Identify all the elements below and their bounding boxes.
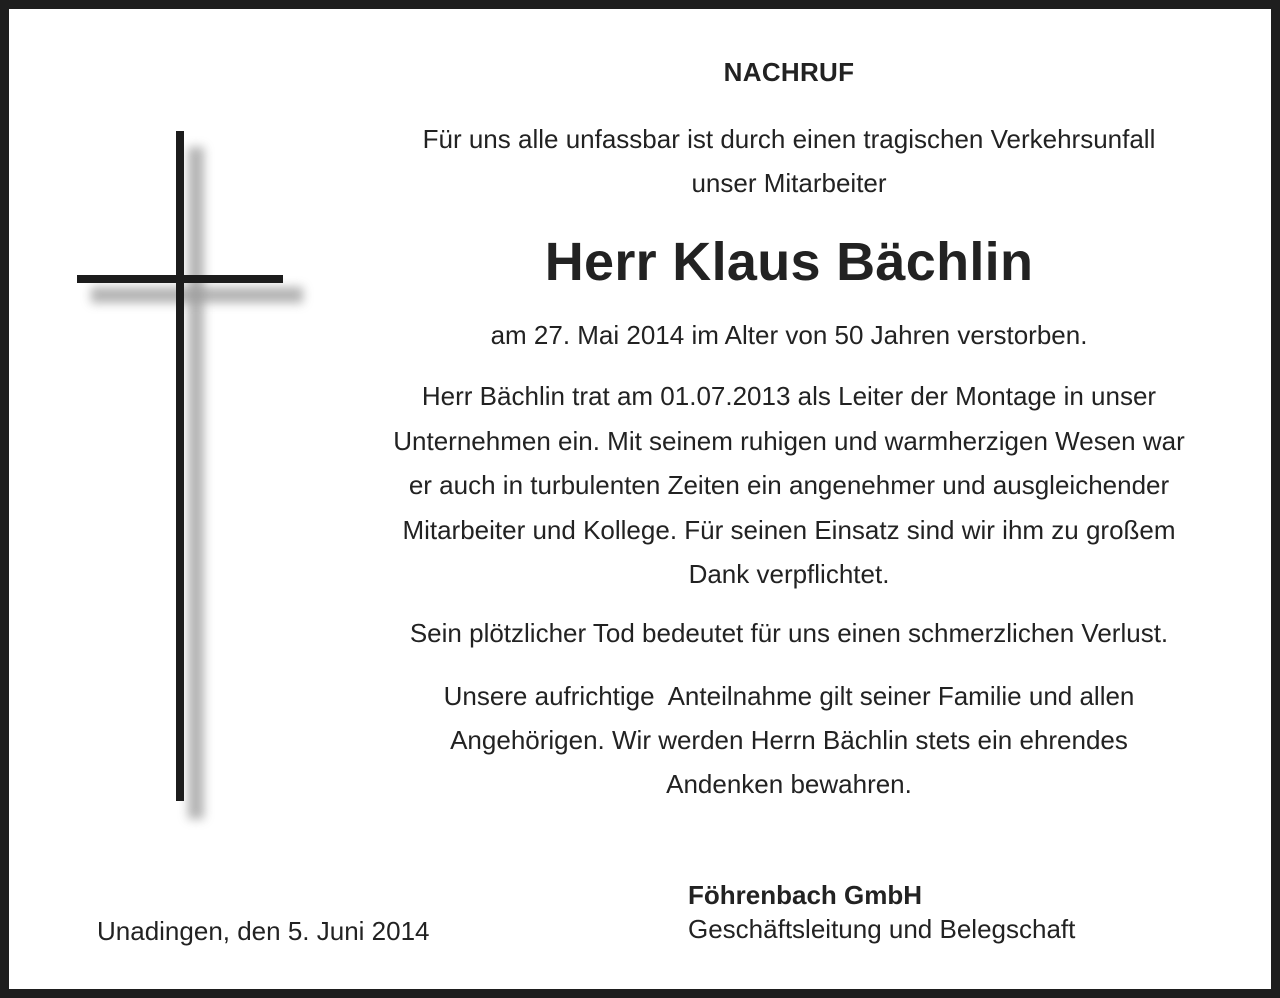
death-line: am 27. Mai 2014 im Alter von 50 Jahren verstorben.: [490, 320, 1088, 350]
paragraph-loss: Sein plötzlicher Tod bedeutet für uns einen schmerzlichen Verlust.: [409, 618, 1169, 648]
cross-shadow-horizontal: [91, 287, 303, 303]
place-date: Unadingen, den 5. Juni 2014: [97, 916, 430, 946]
company-signatories: Geschäftsleitung und Belegschaft: [688, 914, 1076, 944]
cross-vertical-bar: [176, 131, 184, 801]
paragraph-condolence: [339, 674, 1239, 806]
paragraph-tribute: [339, 374, 1239, 597]
intro-line: unser Mitarbeiter: [691, 168, 887, 198]
company-name: Föhrenbach GmbH: [688, 880, 923, 910]
paragraph-line: Mitarbeiter und Kollege. Für seinen Einsatz sind wir ihm zu großem: [402, 514, 1176, 545]
cross-horizontal-bar: [77, 275, 283, 283]
paragraph-line: er auch in turbulenten Zeiten ein angenehmer und ausgleichender: [408, 470, 1170, 500]
intro-line: Für uns alle unfassbar ist durch einen tragischen Verkehrsunfall: [422, 124, 1156, 154]
paragraph-line: Angehörigen. Wir werden Herrn Bächlin stets ein ehrendes: [450, 725, 1128, 755]
intro-text: [339, 117, 1239, 205]
paragraph-line: Herr Bächlin trat am 01.07.2013 als Leiter der Montage in unser: [421, 381, 1157, 411]
notice-heading: NACHRUF: [723, 57, 855, 87]
cross-shadow-vertical: [188, 147, 204, 819]
paragraph-line: Andenken bewahren.: [666, 769, 912, 799]
deceased-name: Herr Klaus Bächlin: [544, 232, 1034, 292]
paragraph-line: Dank verpflichtet.: [688, 559, 890, 589]
paragraph-line: Unsere aufrichtige Anteilnahme gilt seiner Familie und allen: [443, 681, 1135, 711]
paragraph-line: Unternehmen ein. Mit seinem ruhigen und warmherzigen Wesen war: [393, 425, 1185, 456]
